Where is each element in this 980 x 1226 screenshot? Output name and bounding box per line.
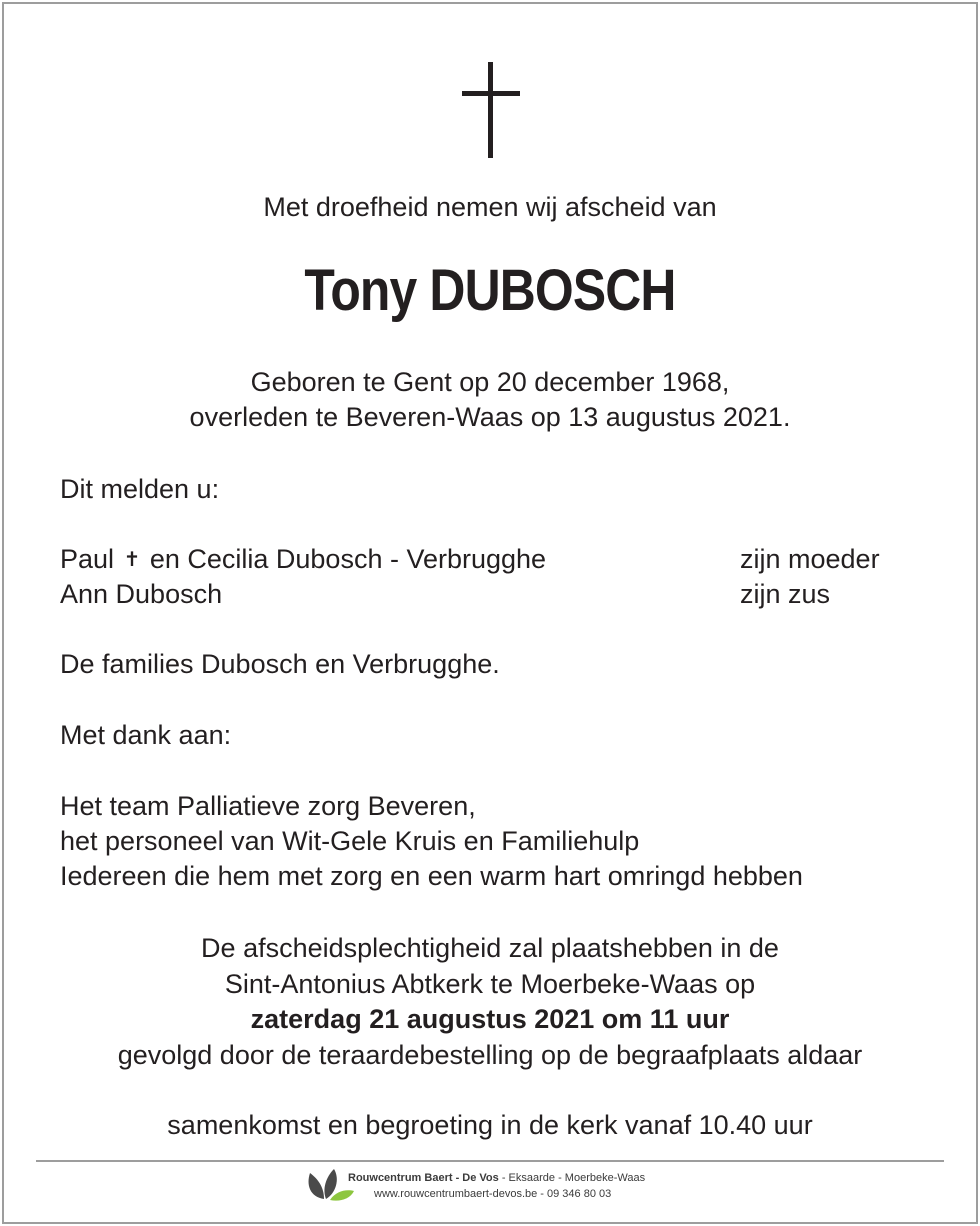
died-line: overleden te Beveren-Waas op 13 augustus 2021. bbox=[189, 402, 791, 432]
footer-contact: www.rouwcentrumbaert-devos.be - 09 346 80 03 bbox=[374, 1188, 612, 1200]
relative-name-part1: Paul bbox=[60, 544, 115, 574]
born-line: Geboren te Gent op 20 december 1968, bbox=[250, 367, 730, 397]
relative-row-father-mother bbox=[60, 542, 546, 580]
deceased-name: Tony DUBOSCH bbox=[304, 258, 676, 323]
relative-name-sister: Ann Dubosch bbox=[60, 579, 223, 609]
footer-company: Rouwcentrum Baert - De Vos bbox=[348, 1172, 499, 1184]
relation-label: zijn zus bbox=[740, 579, 831, 609]
announce-label: Dit melden u: bbox=[60, 474, 220, 504]
families-line: De families Dubosch en Verbrugghe. bbox=[60, 649, 500, 679]
thanks-line: Iedereen die hem met zorg en een warm hart omringd hebben bbox=[60, 861, 803, 891]
footer-text bbox=[348, 1170, 645, 1202]
footer-locations: - Eksaarde - Moerbeke-Waas bbox=[498, 1172, 646, 1184]
small-cross-icon: ✝ bbox=[123, 549, 141, 571]
gathering-line: samenkomst en begroeting in de kerk vanaf 10.40 uur bbox=[167, 1110, 813, 1140]
relative-name-part2: en Cecilia Dubosch - Verbrugghe bbox=[149, 544, 547, 574]
footer-divider bbox=[36, 1160, 944, 1162]
thanks-line: het personeel van Wit-Gele Kruis en Familiehulp bbox=[60, 826, 640, 856]
leaf-logo-icon bbox=[306, 1167, 354, 1201]
thanks-label: Met dank aan: bbox=[60, 720, 232, 750]
burial-line: gevolgd door de teraardebestelling op de begraafplaats aldaar bbox=[117, 1040, 863, 1070]
ceremony-line: Sint-Antonius Abtkerk te Moerbeke-Waas op bbox=[224, 969, 756, 999]
intro-text: Met droefheid nemen wij afscheid van bbox=[263, 192, 717, 222]
ceremony-date: zaterdag 21 augustus 2021 om 11 uur bbox=[250, 1004, 730, 1034]
cross-icon bbox=[462, 62, 520, 158]
ceremony-line: De afscheidsplechtigheid zal plaatshebben in de bbox=[201, 933, 779, 963]
thanks-line: Het team Palliatieve zorg Beveren, bbox=[60, 791, 476, 821]
relation-label: zijn moeder bbox=[740, 544, 880, 574]
